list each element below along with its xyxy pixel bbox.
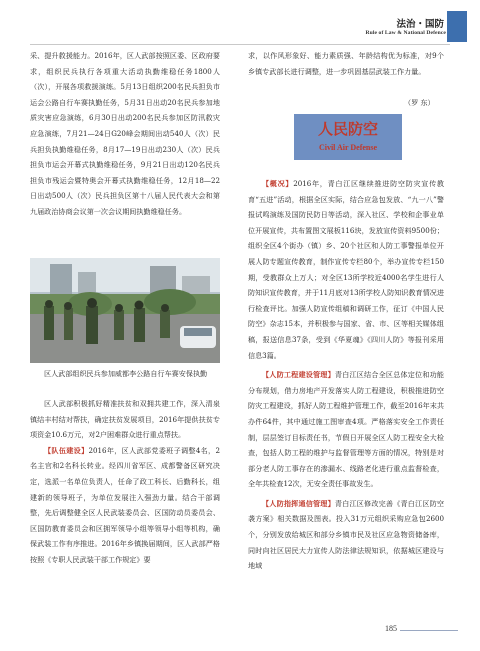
paragraph-engineering-management: 【人防工程建设管理】青白江区结合全区总体定位和功能分布规划，借力房地产开发落实人防工程建设，积极推进防空防灾工程建设，抓好人防工程维护管理工作，截至2016年末共办件64件，其中通过施工图审查4项。严格落实安全工作责任制，层层签订目标责任书，节假日开展全区人防工程安全大检查，包括人防工程的维护与监督管理等方面的情况，特别是对部分老人防工事存在的渗漏水、线路老化进行重点监督检查，全年共检查12次，无安全责任事故发生。: [248, 370, 445, 489]
heading-overview: 【概况】: [262, 179, 294, 188]
paragraph-command-communication: 【人防指挥通信管理】青白江区修改完善《青白江区防空袭方案》相关数据及图表。投入31万元组织采购应急包2600个，分别发放给城区和部分乡镇市民及社区应急物资储备库，同时向社区居民大力宣传人防法律法规知识，依据城区建设与地域: [248, 498, 445, 571]
section-subtitle-en: Rule of Law & National Defence: [365, 30, 446, 36]
heading-command-communication: 【人防指挥通信管理】: [262, 498, 335, 508]
heading-engineering-management: 【人防工程建设管理】: [262, 370, 335, 380]
paragraph-poverty-aid: 区人武部积极抓好精准扶贫和双拥共建工作，深入清泉镇结丰村结对帮扶，确定扶贫发展项目，2016年提供扶贫专项资金10.6万元，对2户困难群众进行重点帮扶。: [30, 399, 220, 440]
photo-caption: 区人武部组织民兵参加威都李公路自行车赛安保执勤: [44, 369, 208, 378]
left-column-bottom: [30, 396, 220, 568]
section-banner-civil-air-defense: [294, 114, 402, 160]
banner-title: 人民防空: [317, 120, 378, 138]
paragraph-team-building: 【队伍建设】2016年，区人武部党委班子调整4名，2名主官和2名科长转业。经四川省军区、成都警备区研究决定，选派一名单位负责人，任命了政工科长、后勤科长，组建新的领导班子，为单位发展注入强劲力量。结合干部调整，先后调整健全区人民武装委员会、区国防动员委员会、区国防教育委员会和区拥军领导小组等领导小组等机构，确保武装工作有序推进。2016年乡镇换届期间，区人武部严格按照《专职人民武装干部工作规定》要: [30, 445, 220, 564]
header-divider: [30, 44, 450, 45]
paragraph-militia-duties: 采、提升救援能力。2016年，区人武部按照区委、区政府要求，组织民兵执行各项重大活动执勤维稳任务1800人（次），开展各项救援演练。5月13日组织200名民兵担负市运会公路自行车赛执勤任务，5月31日出动20名民兵参加地质灾害应急演练，6月30日出动200名民兵参加区防汛救灾应急演练，7月21—24日G20峰会期间出动540人（次）民兵担负执勤维稳任务，8月17—19日出动230人（次）民兵担负市运会开幕式执勤维稳任务，9月21日出动120名民兵担负市残运会暨特奥会开幕式执勤维稳任务，12月18—22日出动500人（次）民兵担负区第十八届人民代表大会和第九届政治协商会议第一次会议期间执勤维稳任务。: [30, 51, 220, 216]
author-signature: （罗 东）: [404, 98, 435, 107]
page-number: 185: [385, 624, 397, 633]
photo-militia-security: [30, 258, 220, 363]
heading-team-building: 【队伍建设】: [44, 445, 89, 455]
right-column-body: [248, 176, 444, 574]
right-column-top: [248, 48, 444, 79]
banner-subtitle-en: Civil Air Defense: [318, 143, 378, 152]
footer-line: [400, 630, 458, 631]
left-column-top: [30, 48, 220, 220]
header-color-bar: [447, 11, 467, 42]
section-title: 法治・国防: [396, 19, 444, 30]
paragraph-overview: 【概况】2016年，青白江区继续推进防空防灾宣传教育“五进”活动，根据全区实际，结合应急包发放、“九一八”警报试鸣演练及国防民防日等活动，深入社区、学校和企事业单位开展宣传，共布置图文展板116块，发放宣传资料9500份；组织全区4个街办（镇）乡、20个社区和人防工事警报单位开展人防专题宣传教育，制作宣传专栏80个，举办宣传专栏150期，受教群众上万人；对全区13所学校近4000名学生进行人防知识宣传教育，并于11月底对13所学校人防知识教育情况进行检查评比。加强人防宣传组稿和调研工作，征订《中国人民防空》杂志15本，并积极参与国家、省、市、区等相关媒体组稿，报送信息37条，受到《华夏魂》《四川人防》等报刊采用信息3篇。: [248, 179, 444, 360]
paragraph-cadre-adjustment: 求，以作风形象好、能力素质强、年龄结构优为标准，对9个乡镇专武部长进行调整，进一步巩固基层武装工作力量。: [248, 51, 444, 76]
